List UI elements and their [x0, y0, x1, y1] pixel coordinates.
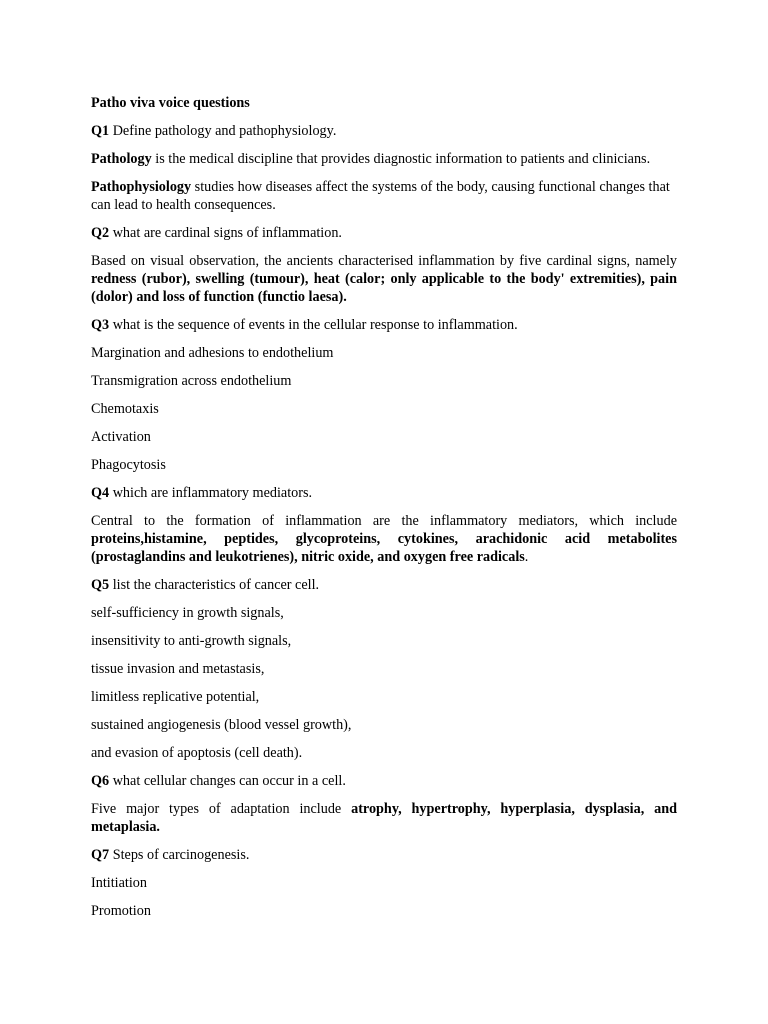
- answer-3-item: Activation: [91, 429, 151, 445]
- question-3: Q3 what is the sequence of events in the cellular response to inflammation.: [91, 317, 518, 333]
- answer-1-pathophysiology: Pathophysiology studies how diseases affect the systems of the body, causing functional changes that can lead to health consequences.: [91, 179, 670, 213]
- answer-5-item: limitless replicative potential,: [91, 689, 260, 705]
- question-2: Q2 what are cardinal signs of inflammation.: [91, 225, 342, 241]
- answer-3-item: Phagocytosis: [91, 457, 166, 473]
- answer-7-item: Intitiation: [91, 875, 147, 891]
- answer-5-item: and evasion of apoptosis (cell death).: [91, 745, 303, 761]
- answer-5-item: tissue invasion and metastasis,: [91, 661, 265, 677]
- answer-5-item: sustained angiogenesis (blood vessel growth),: [91, 717, 352, 733]
- answer-3-item: Margination and adhesions to endothelium: [91, 345, 334, 361]
- answer-4: Central to the formation of inflammation are the inflammatory mediators, which include proteins,histamine, peptides, glycoproteins, cytokines, arachidonic acid metabolites (prostaglandins and leukotrienes), nitric oxide, and oxygen free radicals.: [91, 513, 677, 565]
- document-body: [91, 94, 677, 930]
- answer-5-item: self-sufficiency in growth signals,: [91, 605, 284, 621]
- answer-3-item: Chemotaxis: [91, 401, 159, 417]
- question-5: Q5 list the characteristics of cancer cell.: [91, 577, 320, 593]
- question-4: Q4 which are inflammatory mediators.: [91, 485, 313, 501]
- question-6: Q6 what cellular changes can occur in a cell.: [91, 773, 346, 789]
- answer-6: Five major types of adaptation include atrophy, hypertrophy, hyperplasia, dysplasia, and metaplasia.: [91, 801, 677, 835]
- question-7: Q7 Steps of carcinogenesis.: [91, 847, 250, 863]
- answer-7-item: Promotion: [91, 903, 151, 919]
- answer-2: Based on visual observation, the ancients characterised inflammation by five cardinal signs, namely redness (rubor), swelling (tumour), heat (calor; only applicable to the body' extremities), pain (dolor) and loss of function (functio laesa).: [91, 253, 677, 305]
- document-title: Patho viva voice questions: [91, 95, 250, 111]
- question-1: Q1 Define pathology and pathophysiology.: [91, 123, 337, 139]
- answer-3-item: Transmigration across endothelium: [91, 373, 292, 389]
- answer-5-item: insensitivity to anti-growth signals,: [91, 633, 292, 649]
- answer-1-pathology: Pathology is the medical discipline that provides diagnostic information to patients and clinicians.: [91, 151, 651, 167]
